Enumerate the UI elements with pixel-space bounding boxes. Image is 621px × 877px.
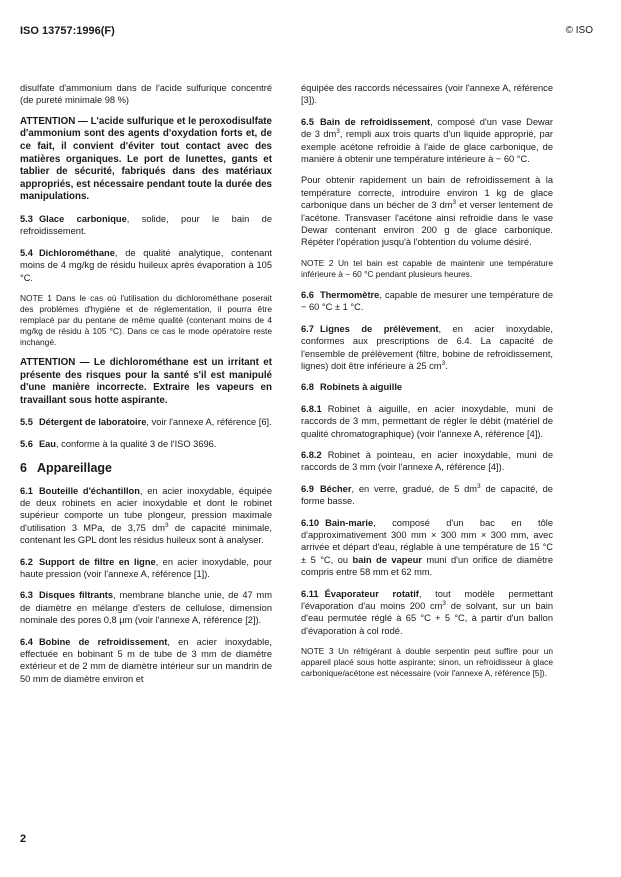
note-3: NOTE 3 Un réfrigérant à double serpentin peut suffire pour un appareil placé sous hotte aspirante; sinon, un refroidisseur à glace carbonique/acétone est nécessaire (voir l'annexe A, référence [5]). [301,646,553,679]
warning-dichloromethane: ATTENTION — Le dichlorométhane est un irritant et présente des risques pour la santé s'il est manipulé d'une manière incorrecte. Extraire les vapeurs en travaillant sous hotte aspirante. [20,357,272,406]
clause-text: , tout modèle permettant l'évaporation d'au moins 200 cm [301,588,553,611]
clause-5-6 [20,438,272,450]
clause-6-7 [301,323,553,373]
clause-6-2 [20,556,272,581]
warning-sulfuric-acid: ATTENTION — L'acide sulfurique et le peroxodisulfate d'ammonium sont des agents d'oxydation forts et, de ce fait, il convient d'éviter tout contact avec des matières organiques. Le port de lunettes, gants et tablier de sécurité, fabriqués dans des matériaux appropriés, est nécessaire pendant toute la durée des manipulations. [20,115,273,203]
clause-number: 6.1 [20,485,33,496]
note-1: NOTE 1 Dans le cas où l'utilisation du dichlorométhane poserait des problèmes d'hygiène et de réglementation, il pourra être remplacé par du pentane de même qualité (contenant moins de 4 mg/kg de résidu à 105 °C). Dans ce cas le mode opératoire reste inchangé. [20,293,272,347]
paragraph-text: et verser lentement de l'acétone. Transvaser l'acétone ainsi refroidie dans le vase Dewar contenant environ 200 g de glace carbonique. Répéter l'opération jusqu'à l'obtention du volume désiré. [301,200,553,248]
clause-text: , capable de mesurer une température de − 60 °C ± 1 °C. [301,289,553,313]
clause-number: 6.4 [20,636,33,647]
left-column [20,82,272,694]
clause-title: Glace carbonique [38,213,127,224]
paragraph-cooling-procedure [301,174,553,248]
superscript: 3 [477,482,481,490]
clause-6-11 [301,588,553,638]
clause-number: 6.3 [20,590,33,601]
clause-6-3 [20,589,272,626]
clause-text: de capacité minimale, contenant les GPL dont les résidus huileux sont à analyser. [20,522,272,546]
clause-text: , solide, pour le bain de refroidissement. [20,213,272,237]
clause-text: de solvant, sur un bain d'eau permutée réglé à 65 °C + 5 °C, à partir d'un ballon d'évaporation à col rodé. [301,601,553,636]
page-number: 2 [20,833,27,845]
clause-number: 6.5 [301,116,314,127]
right-column [301,82,553,688]
superscript: 3 [441,359,446,367]
clause-title: Support de filtre en ligne [38,556,156,567]
clause-text: , rempli aux trois quarts d'un liquide approprié, par exemple acétone refroidie à l'aide de glace carbonique, de manière à obtenir une température intérieure à − 60 °C. [301,129,553,165]
clause-5-5 [20,416,272,428]
clause-title: Bobine de refroidissement [38,636,168,647]
superscript: 3 [164,521,169,529]
section-title: Appareillage [36,461,112,476]
clause-number: 5.6 [20,438,33,449]
paragraph-disulfate: disulfate d'ammonium dans de l'acide sulfurique concentré (de pureté minimale 98 %) [20,83,272,106]
clause-6-5 [301,116,553,166]
clause-number: 5.4 [20,247,33,258]
clause-6-1 [20,485,272,547]
clause-title: Dichlorométhane [38,247,115,258]
clause-number: 5.3 [20,213,33,224]
clause-title: Bécher [319,483,352,494]
clause-text: Robinet à aiguille, en acier inoxydable, muni de raccords de 3 mm, permettant de régler le débit (matériel de qualité chromatographique) (voir l'annexe A, référence [4]). [301,403,553,439]
clause-text: Robinet à pointeau, en acier inoxydable, muni de raccords de 3 mm (voir l'annexe A, référence [4]). [301,449,553,473]
clause-6-9 [301,483,553,508]
clause-6-10 [301,517,553,579]
clause-title: Bain de refroidissement [319,116,431,127]
clause-number: 6.9 [301,483,314,494]
clause-text: muni d'un orifice de diamètre compris entre 58 mm et 62 mm. [301,554,553,578]
clause-text: de capacité, de forme basse. [301,483,553,507]
clause-text: , composé d'un bac en tôle d'approximativement 300 mm × 300 mm × 300 mm, avec arrivée et départ d'eau, réglable à une température de 15 °C ± 5 °C, ou [301,517,553,565]
superscript: 3 [336,128,340,136]
clause-number: 6.7 [301,323,314,334]
clause-5-4 [20,247,272,284]
clause-title: Robinets à aiguille [319,382,403,393]
clause-text: , en acier inoxydable, conformes aux prescriptions de 6.4. La capacité de l'ensemble de prélèvement (filtre, bobine de refroidissement, lignes) doit être inférieure à 25 cm [301,323,553,371]
copyright-mark: © ISO [565,25,593,36]
clause-title: Lignes de prélèvement [319,323,439,334]
superscript: 3 [452,199,457,207]
clause-5-3 [20,213,272,238]
standard-designation: ISO 13757:1996(F) [20,25,115,37]
clause-6-6 [301,289,553,314]
clause-6-4 [20,636,272,686]
clause-text: , conforme à la qualité 3 de l'ISO 3696. [56,438,217,449]
clause-text: , en acier inoxydable, équipée de deux robinets en acier inoxydable et dont le robinet supérieur comporte un tube plongeur, pression maximale d'utilisation 3 MPa, de 3,75 dm [20,485,272,533]
paragraph-text: Pour obtenir rapidement un bain de refroidissement à la température correcte, introduire environ 1 kg de glace carbonique dans un bécher de 3 dm [301,175,553,211]
clause-title: Bain-marie [325,517,374,528]
clause-text: , composé d'un vase Dewar de 3 dm [301,116,553,140]
clause-number: 6.11 [301,588,319,599]
paragraph-continuation: équipée des raccords nécessaires (voir l'annexe A, référence [3]). [301,83,553,106]
clause-text: , en acier inoxydable, effectuée en bobinant 5 m de tube de 3 mm de diamètre extérieur et de 2 mm de diamètre intérieur sur un mandrin de 50 mm de diamètre environ et [20,636,273,684]
clause-6-8-2 [301,449,553,474]
clause-text: , de qualité analytique, contenant moins de 4 mg/kg de résidu huileux après évaporation à 105 °C. [20,247,272,283]
clause-number: 6.10 [301,517,320,528]
clause-title: Thermomètre [319,289,380,300]
clause-number: 6.6 [301,289,314,300]
clause-number: 6.8.2 [301,449,322,460]
superscript: 3 [442,599,447,607]
section-number: 6 [20,461,27,476]
clause-text: , en verre, gradué, de 5 dm [351,483,478,494]
clause-text: , membrane blanche unie, de 47 mm de diamètre en mélange d'esters de cellulose, dimension nominale des pores 0,8 µm (voir l'annexe A, référence [2]). [20,590,273,626]
section-heading-6 [20,462,272,474]
bold-term: bain de vapeur [352,554,422,565]
clause-title: Évaporateur rotatif [324,588,419,599]
clause-number: 5.5 [20,417,33,428]
clause-6-8-1 [301,403,553,440]
clause-title: Bouteille d'échantillon [38,485,140,496]
clause-title: Détergent de laboratoire [38,417,147,428]
clause-text: . [445,360,448,371]
clause-number: 6.8 [301,382,314,393]
clause-number: 6.2 [20,556,33,567]
clause-title: Disques filtrants [38,590,114,601]
clause-text: , en acier inoxydable, pour haute pression (voir l'annexe A, référence [1]). [20,556,272,580]
clause-text: , voir l'annexe A, référence [6]. [146,417,272,428]
clause-number: 6.8.1 [301,403,322,414]
clause-title: Eau [38,438,56,449]
clause-6-8 [301,381,553,393]
note-2: NOTE 2 Un tel bain est capable de maintenir une température inférieure à − 60 °C pendant plusieurs heures. [301,257,553,279]
